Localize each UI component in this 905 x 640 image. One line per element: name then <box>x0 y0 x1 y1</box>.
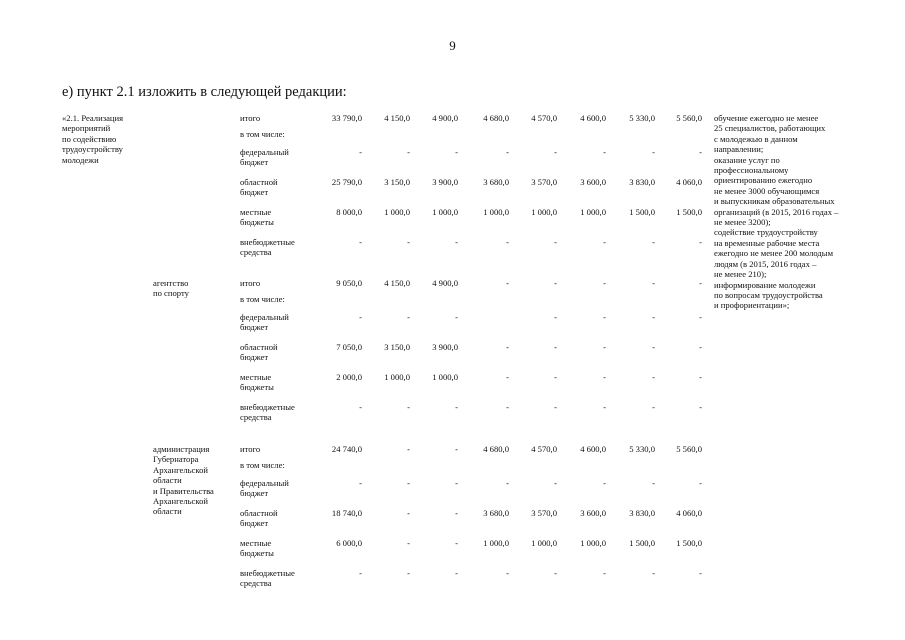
amount-cell: 6 000,0 <box>336 538 362 548</box>
amount-cell: 4 900,0 <box>432 278 458 288</box>
amount-cell: - <box>554 568 557 578</box>
amount-cell: 5 560,0 <box>676 444 702 454</box>
amount-cell: - <box>359 568 362 578</box>
amount-cell: - <box>603 342 606 352</box>
expected-results-note: обучение ежегодно не менее 25 специалистов, работающих с молодежью в данном направлении; оказание услуг по профессиональному ориентированию ежегодно не менее 3000 обучающимся и выпускникам образовательных организаций (в 2015, 2016 годах – не менее 3200); содействие трудоустройству на временные рабочие места ежегодно не менее 200 молодым людям (в 2015, 2016 годах – не менее 210); информирование молодежи по вопросам трудоустройства и профориентации»; <box>714 113 839 311</box>
page-number: 9 <box>449 38 456 53</box>
amount-cell: - <box>603 478 606 488</box>
amount-cell: - <box>359 237 362 247</box>
amount-cell: - <box>455 237 458 247</box>
funding-source-label: внебюджетные средства <box>240 402 295 423</box>
amount-cell: - <box>455 568 458 578</box>
amount-cell: - <box>699 237 702 247</box>
amount-cell: - <box>407 568 410 578</box>
amount-cell: - <box>652 402 655 412</box>
amount-cell: - <box>455 147 458 157</box>
amount-cell: 4 600,0 <box>580 113 606 123</box>
funding-source-label: в том числе: <box>240 294 285 304</box>
amount-cell: 1 500,0 <box>629 207 655 217</box>
amount-cell: 4 570,0 <box>531 444 557 454</box>
amount-cell: 18 740,0 <box>331 508 362 518</box>
amount-cell: - <box>455 312 458 322</box>
amount-cell: 8 000,0 <box>336 207 362 217</box>
funding-source-label: федеральный бюджет <box>240 147 289 168</box>
amount-cell: 3 900,0 <box>432 177 458 187</box>
amount-cell: - <box>699 342 702 352</box>
amount-cell: - <box>359 147 362 157</box>
funding-source-label: федеральный бюджет <box>240 312 289 333</box>
amount-cell: - <box>506 402 509 412</box>
amount-cell: - <box>407 444 410 454</box>
amount-cell: 1 000,0 <box>483 207 509 217</box>
funding-source-label: местные бюджеты <box>240 372 274 393</box>
amount-cell: 1 500,0 <box>629 538 655 548</box>
amount-cell: - <box>506 278 509 288</box>
amount-cell: 4 150,0 <box>384 113 410 123</box>
funding-source-label: местные бюджеты <box>240 207 274 228</box>
amount-cell: - <box>506 478 509 488</box>
amount-cell: 1 500,0 <box>676 207 702 217</box>
funding-source-label: итого <box>240 278 261 288</box>
section-heading: е) пункт 2.1 изложить в следующей редакции: <box>62 84 347 100</box>
amount-cell: 3 900,0 <box>432 342 458 352</box>
funding-source-label: областной бюджет <box>240 342 278 363</box>
amount-cell: 5 560,0 <box>676 113 702 123</box>
amount-cell: - <box>506 342 509 352</box>
amount-cell: 3 680,0 <box>483 177 509 187</box>
amount-cell: 3 570,0 <box>531 508 557 518</box>
amount-cell: - <box>652 568 655 578</box>
amount-cell: - <box>455 508 458 518</box>
amount-cell: 33 790,0 <box>331 113 362 123</box>
funding-source-label: областной бюджет <box>240 508 278 529</box>
amount-cell: - <box>554 402 557 412</box>
amount-cell: 1 000,0 <box>580 207 606 217</box>
amount-cell: 1 000,0 <box>384 207 410 217</box>
amount-cell: 3 570,0 <box>531 177 557 187</box>
funding-source-label: местные бюджеты <box>240 538 274 559</box>
amount-cell: - <box>652 342 655 352</box>
amount-cell: - <box>652 237 655 247</box>
amount-cell: - <box>455 444 458 454</box>
amount-cell: 4 680,0 <box>483 113 509 123</box>
amount-cell: - <box>359 478 362 488</box>
amount-cell: - <box>407 478 410 488</box>
amount-cell: - <box>455 478 458 488</box>
amount-cell: 1 000,0 <box>384 372 410 382</box>
amount-cell: - <box>455 402 458 412</box>
amount-cell: - <box>359 312 362 322</box>
amount-cell: 7 050,0 <box>336 342 362 352</box>
amount-cell: 9 050,0 <box>336 278 362 288</box>
funding-source-label: внебюджетные средства <box>240 237 295 258</box>
amount-cell: - <box>407 538 410 548</box>
amount-cell: - <box>699 312 702 322</box>
funding-source-label: в том числе: <box>240 129 285 139</box>
amount-cell: - <box>407 147 410 157</box>
amount-cell: - <box>554 147 557 157</box>
amount-cell: - <box>699 147 702 157</box>
amount-cell: - <box>699 402 702 412</box>
amount-cell: - <box>699 478 702 488</box>
amount-cell: - <box>652 372 655 382</box>
executor-name: агентство по спорту <box>153 278 189 299</box>
amount-cell: - <box>407 508 410 518</box>
amount-cell: - <box>407 237 410 247</box>
amount-cell: - <box>554 372 557 382</box>
amount-cell: 3 830,0 <box>629 177 655 187</box>
funding-source-label: итого <box>240 113 261 123</box>
amount-cell: - <box>506 568 509 578</box>
amount-cell: - <box>506 372 509 382</box>
amount-cell: 2 000,0 <box>336 372 362 382</box>
amount-cell: 4 570,0 <box>531 113 557 123</box>
amount-cell: 4 060,0 <box>676 177 702 187</box>
amount-cell: - <box>699 568 702 578</box>
amount-cell: - <box>407 402 410 412</box>
amount-cell: - <box>554 312 557 322</box>
amount-cell: 3 600,0 <box>580 508 606 518</box>
amount-cell: - <box>603 402 606 412</box>
amount-cell: - <box>603 372 606 382</box>
amount-cell: - <box>554 478 557 488</box>
amount-cell: - <box>554 342 557 352</box>
executor-name: администрация Губернатора Архангельской области и Правительства Архангельской области <box>153 444 214 517</box>
amount-cell: - <box>603 147 606 157</box>
amount-cell: 1 500,0 <box>676 538 702 548</box>
amount-cell: 1 000,0 <box>432 372 458 382</box>
funding-source-label: федеральный бюджет <box>240 478 289 499</box>
amount-cell: 3 600,0 <box>580 177 606 187</box>
amount-cell: - <box>603 568 606 578</box>
amount-cell: - <box>603 278 606 288</box>
amount-cell: 4 150,0 <box>384 278 410 288</box>
amount-cell: - <box>603 312 606 322</box>
amount-cell: 1 000,0 <box>580 538 606 548</box>
amount-cell: - <box>652 312 655 322</box>
amount-cell: - <box>652 478 655 488</box>
amount-cell: - <box>699 278 702 288</box>
amount-cell: 25 790,0 <box>331 177 362 187</box>
amount-cell: 4 600,0 <box>580 444 606 454</box>
measure-name: «2.1. Реализация мероприятий по содействию трудоустройству молодежи <box>62 113 124 165</box>
amount-cell: - <box>407 312 410 322</box>
amount-cell: 1 000,0 <box>432 207 458 217</box>
funding-source-label: внебюджетные средства <box>240 568 295 589</box>
amount-cell: 5 330,0 <box>629 113 655 123</box>
amount-cell: 4 060,0 <box>676 508 702 518</box>
amount-cell: 3 150,0 <box>384 177 410 187</box>
funding-source-label: областной бюджет <box>240 177 278 198</box>
amount-cell: - <box>359 402 362 412</box>
amount-cell: - <box>652 278 655 288</box>
amount-cell: 4 900,0 <box>432 113 458 123</box>
amount-cell: 24 740,0 <box>331 444 362 454</box>
amount-cell: - <box>603 237 606 247</box>
amount-cell: 4 680,0 <box>483 444 509 454</box>
amount-cell: - <box>554 278 557 288</box>
funding-source-label: итого <box>240 444 261 454</box>
amount-cell: 1 000,0 <box>531 538 557 548</box>
amount-cell: - <box>506 237 509 247</box>
amount-cell: - <box>554 237 557 247</box>
amount-cell: 3 680,0 <box>483 508 509 518</box>
amount-cell: 1 000,0 <box>483 538 509 548</box>
amount-cell: 1 000,0 <box>531 207 557 217</box>
amount-cell: 3 830,0 <box>629 508 655 518</box>
amount-cell: - <box>652 147 655 157</box>
amount-cell: - <box>699 372 702 382</box>
funding-source-label: в том числе: <box>240 460 285 470</box>
amount-cell: 3 150,0 <box>384 342 410 352</box>
amount-cell: - <box>506 147 509 157</box>
amount-cell: - <box>455 538 458 548</box>
amount-cell: 5 330,0 <box>629 444 655 454</box>
